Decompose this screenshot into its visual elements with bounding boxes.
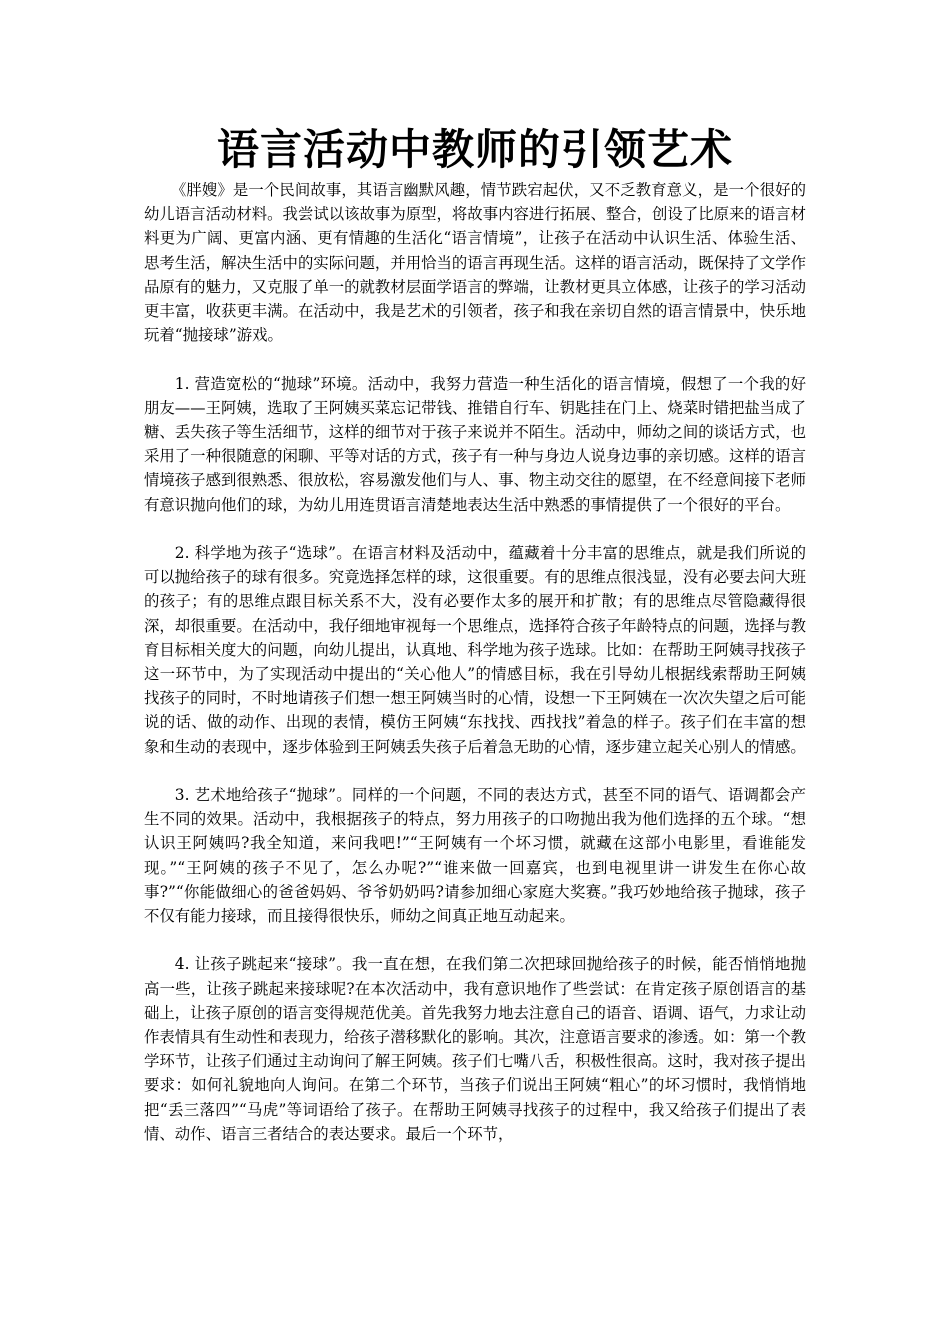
paragraph-section-1: 1. 营造宽松的“抛球”环境。活动中，我努力营造一种生活化的语言情境，假想了一个我的好朋友——王阿姨，选取了王阿姨买菜忘记带钱、推错自行车、钥匙挂在门上、烧菜时错把盐当成了糖、丢失孩子等生活细节，这样的细节对于孩子来说并不陌生。活动中，师幼之间的谈话方式，也采用了一种很随意的闲聊、平等对话的方式，孩子有一种与身边人说身边事的亲切感。这样的语言情境孩子感到很熟悉、很放松，容易激发他们与人、事、物主动交往的愿望，在不经意间接下老师有意识抛向他们的球，为幼儿用连贯语言清楚地表达生活中熟悉的事情提供了一个很好的平台。: [144, 374, 806, 514]
paragraph-intro: 《胖嫂》是一个民间故事，其语言幽默风趣，情节跌宕起伏，又不乏教育意义，是一个很好的幼儿语言活动材料。我尝试以该故事为原型，将故事内容进行拓展、整合，创设了比原来的语言材料更为广阔、更富内涵、更有情趣的生活化“语言情境”，让孩子在活动中认识生活、体验生活、思考生活，解决生活中的实际问题，并用恰当的语言再现生活。这样的语言活动，既保持了文学作品原有的魅力，又克服了单一的就教材层面学语言的弊端，让教材更具立体感，让孩子的学习活动更丰富，收获更丰满。在活动中，我是艺术的引领者，孩子和我在亲切自然的语言情景中，快乐地玩着“抛接球”游戏。: [144, 181, 806, 345]
document-body: [144, 178, 806, 1146]
paragraph-section-4: 4. 让孩子跳起来“接球”。我一直在想，在我们第二次把球回抛给孩子的时候，能否悄悄地抛高一些，让孩子跳起来接球呢?在本次活动中，我有意识地作了些尝试：在肯定孩子原创语言的基础上，让孩子原创的语言变得规范优美。首先我努力地去注意自己的语音、语调、语气，力求让动作表情具有生动性和表现力，给孩子潜移默化的影响。其次，注意语言要求的渗透。如：第一个教学环节，让孩子们通过主动询问了解王阿姨。孩子们七嘴八舌，积极性很高。这时，我对孩子提出要求：如何礼貌地向人询问。在第二个环节，当孩子们说出王阿姨“粗心”的坏习惯时，我悄悄地把“丢三落四”“马虎”等词语给了孩子。在帮助王阿姨寻找孩子的过程中，我又给孩子们提出了表情、动作、语言三者结合的表达要求。最后一个环节，: [144, 955, 806, 1143]
paragraph-section-3: 3. 艺术地给孩子“抛球”。同样的一个问题，不同的表达方式，甚至不同的语气、语调都会产生不同的效果。活动中，我根据孩子的特点，努力用孩子的口吻抛出我为他们选择的五个球。“想认识王阿姨吗?我全知道，来问我吧!”“王阿姨有一个坏习惯，就藏在这部小电影里，看谁能发现。”“王阿姨的孩子不见了，怎么办呢?”“谁来做一回嘉宾，也到电视里讲一讲发生在你心故事?”“你能做细心的爸爸妈妈、爷爷奶奶吗?请参加细心家庭大奖赛。”我巧妙地给孩子抛球，孩子不仅有能力接球，而且接得很快乐，师幼之间真正地互动起来。: [144, 786, 806, 926]
paragraph-section-2: 2. 科学地为孩子“选球”。在语言材料及活动中，蕴藏着十分丰富的思维点，就是我们所说的可以抛给孩子的球有很多。究竟选择怎样的球，这很重要。有的思维点很浅显，没有必要去问大班的孩子；有的思维点跟目标关系不大，没有必要作太多的展开和扩散；有的思维点尽管隐藏得很深，却很重要。在活动中，我仔细地审视每一个思维点，选择符合孩子年龄特点的问题，选择与教育目标相关度大的问题，向幼儿提出，认真地、科学地为孩子选球。比如：在帮助王阿姨寻找孩子这一环节中，为了实现活动中提出的“关心他人”的情感目标，我在引导幼儿根据线索帮助王阿姨找孩子的同时，不时地请孩子们想一想王阿姨当时的心情，设想一下王阿姨在一次次失望之后可能说的话、做的动作、出现的表情，模仿王阿姨“东找找、西找找”着急的样子。孩子们在丰富的想象和生动的表现中，逐步体验到王阿姨丢失孩子后着急无助的心情，逐步建立起关心别人的情感。: [144, 544, 806, 756]
document-title: 语言活动中教师的引领艺术: [216, 125, 733, 174]
